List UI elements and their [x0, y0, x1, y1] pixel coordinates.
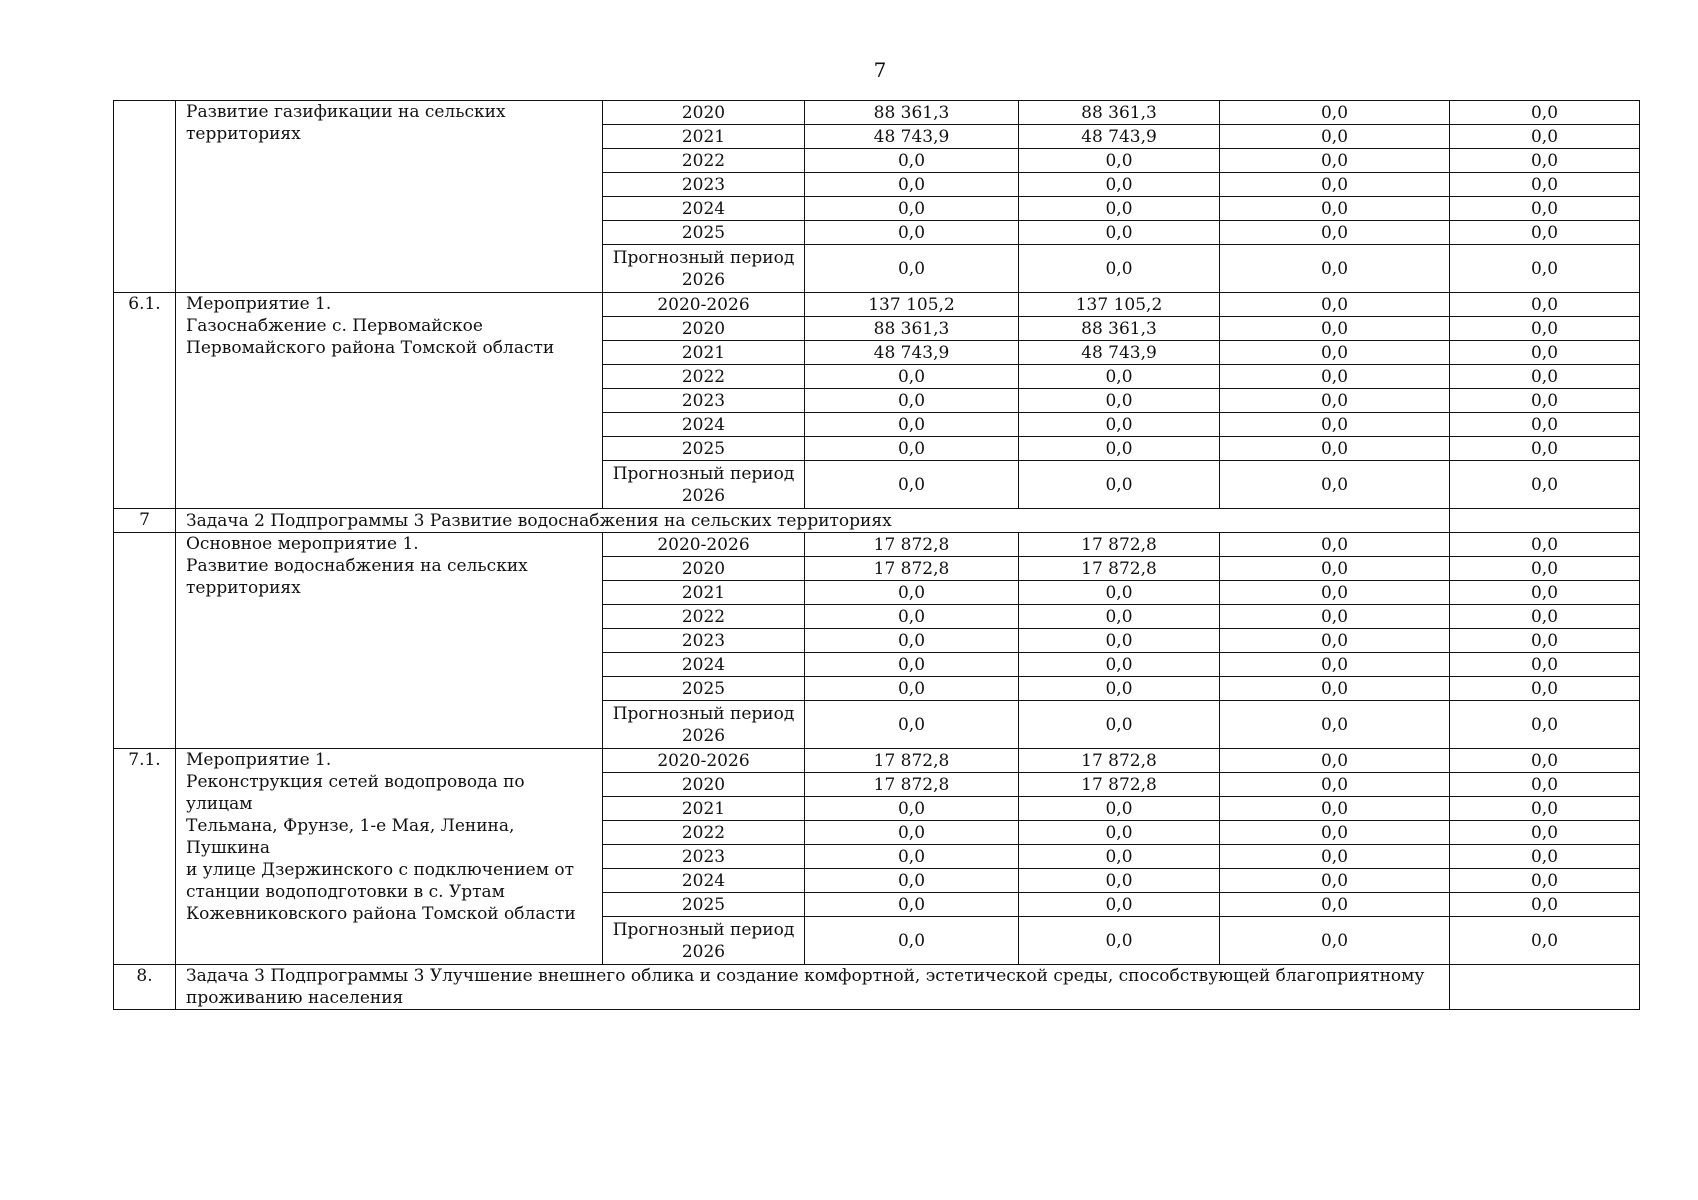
value-cell: 0,0: [1220, 149, 1450, 173]
value-cell: 0,0: [1220, 293, 1450, 317]
value-cell: 0,0: [1450, 221, 1640, 245]
value-cell: 0,0: [1019, 149, 1220, 173]
activity-name-line: территориях: [186, 124, 301, 144]
value-cell: 88 361,3: [805, 317, 1019, 341]
task-title: Задача 3 Подпрограммы 3 Улучшение внешнего облика и создание комфортной, эстетической среды, способствующей благоприятному проживанию населения: [176, 965, 1450, 1010]
value-cell: 0,0: [1019, 245, 1220, 293]
value-cell: 0,0: [1450, 461, 1640, 509]
value-cell: 0,0: [1450, 173, 1640, 197]
period-label: Прогнозный период: [612, 463, 795, 484]
year-cell: 2024: [603, 653, 805, 677]
value-cell: 0,0: [1220, 581, 1450, 605]
value-cell: 17 872,8: [805, 773, 1019, 797]
activity-name-line: станции водоподготовки в с. Уртам: [186, 882, 505, 902]
activity-name: [176, 101, 603, 293]
value-cell: 0,0: [1220, 317, 1450, 341]
activity-name-line: Первомайского района Томской области: [186, 338, 555, 358]
value-cell: 0,0: [1450, 245, 1640, 293]
value-cell: 0,0: [1019, 221, 1220, 245]
value-cell: 0,0: [805, 437, 1019, 461]
value-cell: 0,0: [1220, 389, 1450, 413]
value-cell: 0,0: [1019, 845, 1220, 869]
page-number: 7: [873, 58, 887, 82]
empty-cell: [1450, 965, 1640, 1010]
value-cell: 0,0: [1019, 917, 1220, 965]
period-label: Прогнозный период: [612, 247, 795, 268]
value-cell: 0,0: [1220, 605, 1450, 629]
value-cell: 0,0: [805, 461, 1019, 509]
year-cell: 2020: [603, 557, 805, 581]
value-cell: 0,0: [1450, 317, 1640, 341]
value-cell: 17 872,8: [1019, 749, 1220, 773]
year-cell: 2021: [603, 125, 805, 149]
year-cell: 2024: [603, 197, 805, 221]
value-cell: 0,0: [1220, 341, 1450, 365]
value-cell: 0,0: [1450, 557, 1640, 581]
value-cell: 0,0: [805, 821, 1019, 845]
value-cell: 0,0: [1019, 629, 1220, 653]
activity-name: [176, 749, 603, 965]
value-cell: 0,0: [1019, 653, 1220, 677]
value-cell: 0,0: [805, 653, 1019, 677]
value-cell: 0,0: [1220, 197, 1450, 221]
year-cell: 2022: [603, 605, 805, 629]
value-cell: 0,0: [1220, 461, 1450, 509]
activity-name-line: Газоснабжение с. Первомайское: [186, 316, 483, 336]
year-cell: 2025: [603, 677, 805, 701]
year-cell: 2021: [603, 341, 805, 365]
value-cell: 0,0: [1450, 605, 1640, 629]
period-year: 2026: [681, 485, 726, 506]
value-cell: 0,0: [1220, 653, 1450, 677]
value-cell: 0,0: [1220, 917, 1450, 965]
task-row: [114, 509, 1640, 533]
empty-cell: [1450, 509, 1640, 533]
value-cell: 0,0: [1450, 629, 1640, 653]
value-cell: 0,0: [1220, 125, 1450, 149]
activity-name-line: Кожевниковского района Томской области: [186, 904, 576, 924]
value-cell: 0,0: [1019, 677, 1220, 701]
value-cell: 0,0: [1450, 197, 1640, 221]
value-cell: 88 361,3: [805, 101, 1019, 125]
value-cell: 0,0: [1450, 341, 1640, 365]
value-cell: 0,0: [1450, 845, 1640, 869]
value-cell: 0,0: [1220, 893, 1450, 917]
value-cell: 0,0: [1220, 101, 1450, 125]
value-cell: 0,0: [1220, 221, 1450, 245]
table-row: [114, 293, 1640, 317]
year-cell: 2020: [603, 317, 805, 341]
value-cell: 0,0: [1450, 821, 1640, 845]
value-cell: 0,0: [805, 173, 1019, 197]
value-cell: 0,0: [1450, 797, 1640, 821]
value-cell: 0,0: [1019, 365, 1220, 389]
value-cell: 0,0: [1450, 917, 1640, 965]
value-cell: 137 105,2: [1019, 293, 1220, 317]
value-cell: 0,0: [1450, 365, 1640, 389]
value-cell: 0,0: [805, 389, 1019, 413]
activity-name: [176, 533, 603, 749]
row-number: 8.: [114, 965, 176, 1010]
activity-name-line: территориях: [186, 578, 301, 598]
value-cell: 17 872,8: [805, 749, 1019, 773]
value-cell: 0,0: [1450, 533, 1640, 557]
value-cell: 0,0: [805, 845, 1019, 869]
row-number: 7.1.: [114, 749, 176, 965]
activity-name-line: Тельмана, Фрунзе, 1-е Мая, Ленина, Пушкина: [186, 816, 515, 858]
value-cell: 0,0: [1019, 437, 1220, 461]
value-cell: 0,0: [1450, 773, 1640, 797]
value-cell: 0,0: [1019, 173, 1220, 197]
value-cell: 0,0: [1450, 149, 1640, 173]
row-number: [114, 533, 176, 749]
year-cell: 2024: [603, 869, 805, 893]
value-cell: 0,0: [1220, 749, 1450, 773]
value-cell: 17 872,8: [805, 557, 1019, 581]
period-cell: [603, 245, 805, 293]
value-cell: 0,0: [1220, 533, 1450, 557]
value-cell: 0,0: [1220, 557, 1450, 581]
row-number: 6.1.: [114, 293, 176, 509]
value-cell: 0,0: [1019, 869, 1220, 893]
value-cell: 0,0: [805, 629, 1019, 653]
value-cell: 0,0: [805, 701, 1019, 749]
value-cell: 0,0: [1450, 437, 1640, 461]
year-cell: 2020-2026: [603, 749, 805, 773]
table-row: [114, 533, 1640, 557]
year-cell: 2023: [603, 173, 805, 197]
period-year: 2026: [681, 941, 726, 962]
value-cell: 0,0: [1220, 773, 1450, 797]
value-cell: 0,0: [805, 365, 1019, 389]
year-cell: 2025: [603, 893, 805, 917]
value-cell: 0,0: [805, 413, 1019, 437]
value-cell: 0,0: [1220, 365, 1450, 389]
activity-name: [176, 293, 603, 509]
value-cell: 17 872,8: [1019, 773, 1220, 797]
value-cell: 88 361,3: [1019, 317, 1220, 341]
value-cell: 0,0: [805, 869, 1019, 893]
value-cell: 0,0: [1019, 413, 1220, 437]
value-cell: 0,0: [1019, 821, 1220, 845]
year-cell: 2024: [603, 413, 805, 437]
value-cell: 0,0: [805, 581, 1019, 605]
value-cell: 0,0: [1019, 893, 1220, 917]
value-cell: 0,0: [1019, 389, 1220, 413]
year-cell: 2020: [603, 101, 805, 125]
budget-table: [113, 100, 1640, 1010]
value-cell: 0,0: [805, 221, 1019, 245]
value-cell: 0,0: [1450, 101, 1640, 125]
value-cell: 0,0: [1220, 677, 1450, 701]
value-cell: 88 361,3: [1019, 101, 1220, 125]
value-cell: 0,0: [1220, 701, 1450, 749]
value-cell: 0,0: [1450, 413, 1640, 437]
task-row: [114, 965, 1640, 1010]
year-cell: 2025: [603, 437, 805, 461]
value-cell: 0,0: [1220, 845, 1450, 869]
row-number: 7: [114, 509, 176, 533]
table-row: [114, 101, 1640, 125]
value-cell: 0,0: [1450, 869, 1640, 893]
activity-name-line: Основное мероприятие 1.: [186, 534, 419, 554]
value-cell: 17 872,8: [1019, 533, 1220, 557]
value-cell: 0,0: [805, 893, 1019, 917]
value-cell: 0,0: [1019, 701, 1220, 749]
period-label: Прогнозный период: [612, 919, 795, 940]
activity-name-line: Реконструкция сетей водопровода по улицам: [186, 772, 525, 814]
value-cell: 0,0: [805, 149, 1019, 173]
table-body: [114, 101, 1640, 1010]
activity-name-line: Развитие водоснабжения на сельских: [186, 556, 528, 576]
year-cell: 2025: [603, 221, 805, 245]
value-cell: 48 743,9: [805, 125, 1019, 149]
value-cell: 0,0: [1450, 581, 1640, 605]
value-cell: 17 872,8: [1019, 557, 1220, 581]
value-cell: 0,0: [805, 197, 1019, 221]
activity-name-line: Мероприятие 1.: [186, 750, 332, 770]
year-cell: 2023: [603, 389, 805, 413]
year-cell: 2022: [603, 149, 805, 173]
period-cell: [603, 461, 805, 509]
year-cell: 2023: [603, 629, 805, 653]
value-cell: 0,0: [1220, 173, 1450, 197]
year-cell: 2020-2026: [603, 293, 805, 317]
value-cell: 17 872,8: [805, 533, 1019, 557]
value-cell: 0,0: [1220, 629, 1450, 653]
value-cell: 0,0: [1019, 197, 1220, 221]
value-cell: 0,0: [1450, 389, 1640, 413]
value-cell: 48 743,9: [1019, 341, 1220, 365]
value-cell: 0,0: [1450, 653, 1640, 677]
period-cell: [603, 701, 805, 749]
value-cell: 0,0: [1220, 869, 1450, 893]
value-cell: 0,0: [805, 797, 1019, 821]
value-cell: 0,0: [1450, 893, 1640, 917]
row-number: [114, 101, 176, 293]
year-cell: 2023: [603, 845, 805, 869]
value-cell: 0,0: [1220, 437, 1450, 461]
period-year: 2026: [681, 269, 726, 290]
year-cell: 2022: [603, 821, 805, 845]
task-title: Задача 2 Подпрограммы 3 Развитие водоснабжения на сельских территориях: [176, 509, 1450, 533]
value-cell: 0,0: [1019, 581, 1220, 605]
year-cell: 2020-2026: [603, 533, 805, 557]
value-cell: 0,0: [805, 605, 1019, 629]
value-cell: 0,0: [1450, 293, 1640, 317]
value-cell: 0,0: [1220, 797, 1450, 821]
year-cell: 2020: [603, 773, 805, 797]
value-cell: 48 743,9: [1019, 125, 1220, 149]
period-year: 2026: [681, 725, 726, 746]
value-cell: 0,0: [1220, 413, 1450, 437]
value-cell: 0,0: [1450, 749, 1640, 773]
year-cell: 2021: [603, 797, 805, 821]
year-cell: 2021: [603, 581, 805, 605]
activity-name-line: Развитие газификации на сельских: [186, 102, 506, 122]
activity-name-line: Мероприятие 1.: [186, 294, 332, 314]
table-row: [114, 749, 1640, 773]
period-label: Прогнозный период: [612, 703, 795, 724]
value-cell: 0,0: [1019, 461, 1220, 509]
value-cell: 0,0: [1450, 677, 1640, 701]
value-cell: 48 743,9: [805, 341, 1019, 365]
year-cell: 2022: [603, 365, 805, 389]
value-cell: 0,0: [1019, 797, 1220, 821]
value-cell: 0,0: [1019, 605, 1220, 629]
value-cell: 0,0: [1220, 245, 1450, 293]
activity-name-line: и улице Дзержинского с подключением от: [186, 860, 574, 880]
value-cell: 0,0: [805, 917, 1019, 965]
value-cell: 0,0: [1450, 125, 1640, 149]
period-cell: [603, 917, 805, 965]
value-cell: 0,0: [1220, 821, 1450, 845]
value-cell: 0,0: [805, 245, 1019, 293]
value-cell: 0,0: [1450, 701, 1640, 749]
value-cell: 137 105,2: [805, 293, 1019, 317]
value-cell: 0,0: [805, 677, 1019, 701]
